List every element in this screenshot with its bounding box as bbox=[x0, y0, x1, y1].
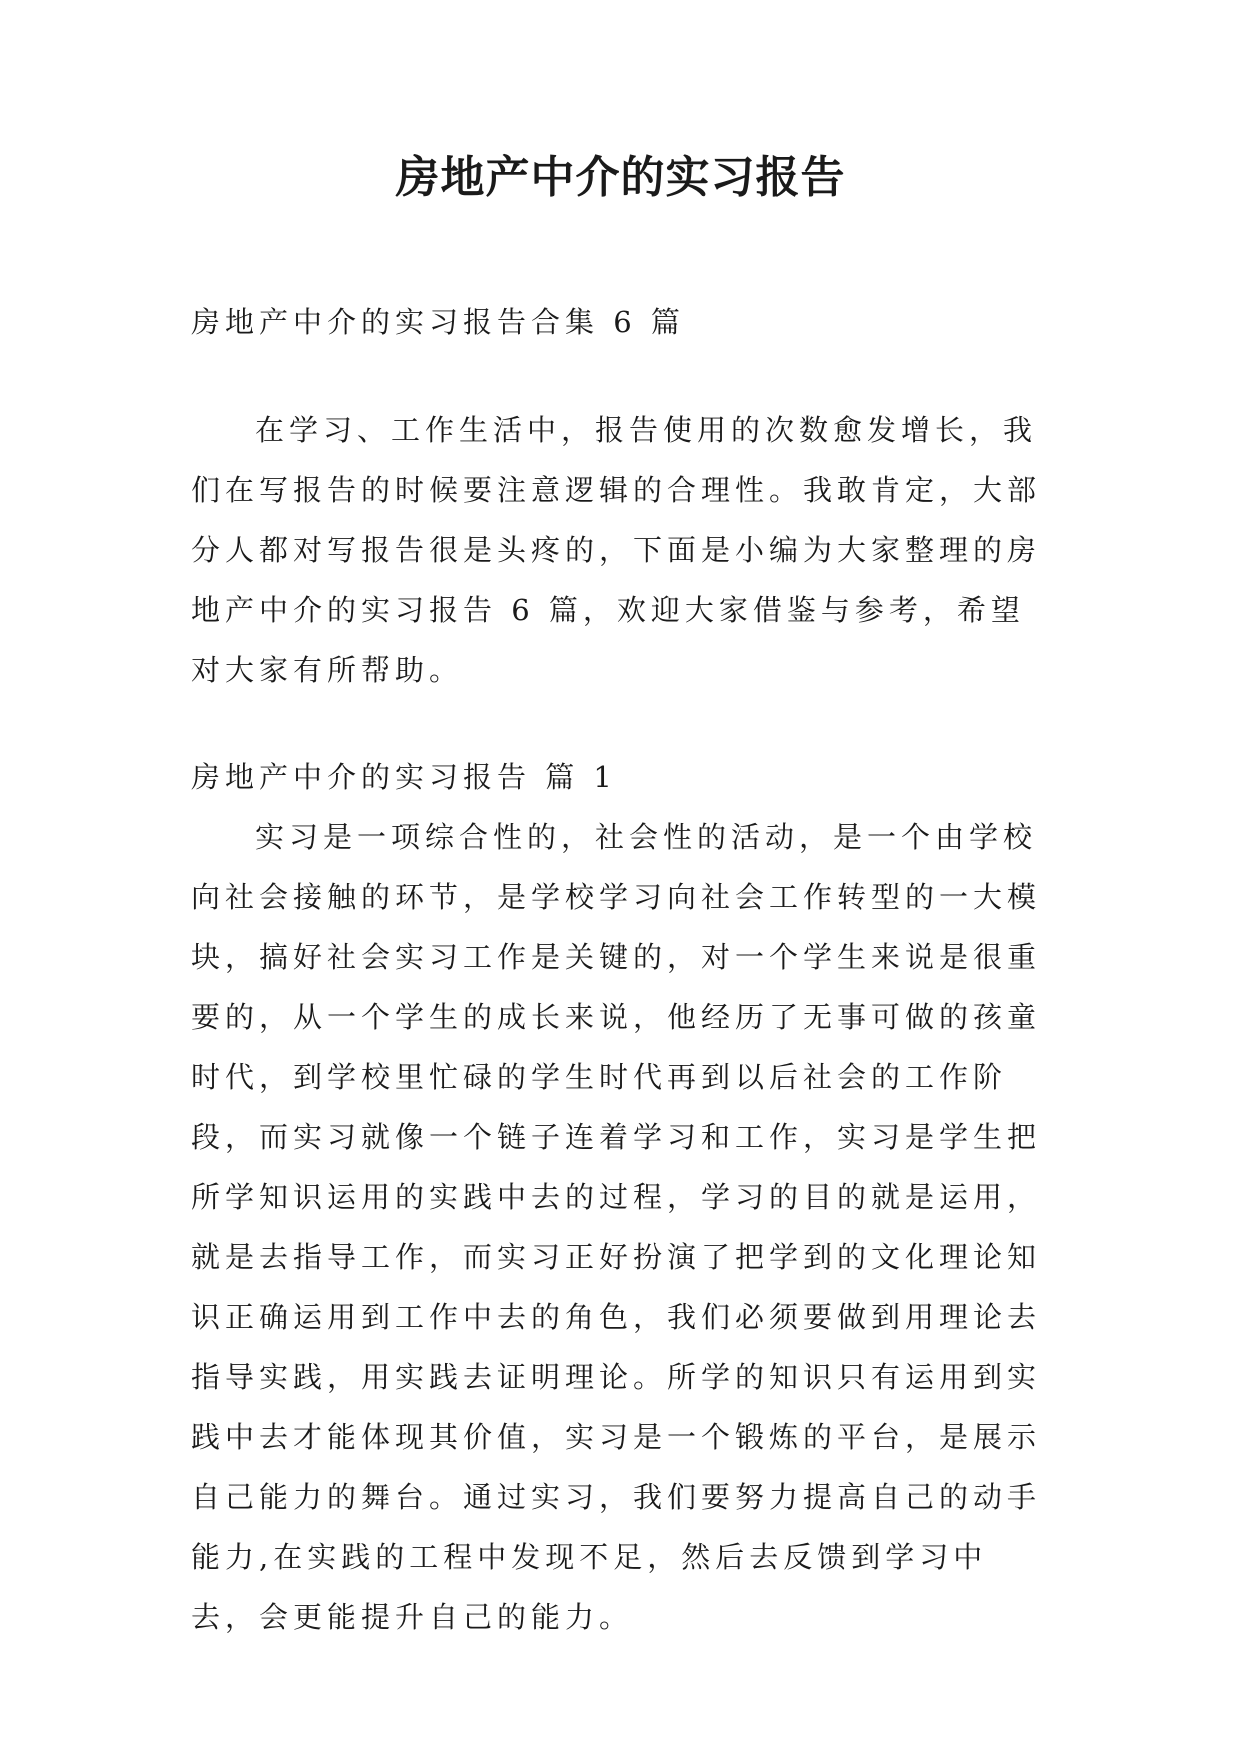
section-1-heading: 房地产中介的实习报告 篇 1 bbox=[191, 760, 617, 794]
document-title: 房地产中介的实习报告 bbox=[395, 152, 846, 203]
section-1-paragraph: 实习是一项综合性的，社会性的活动，是一个由学校向社会接触的环节，是学校学习向社会工作转型的一大模块，搞好社会实习工作是关键的，对一个学生来说是很重要的，从一个学生的成长来说，他经历了无事可做的孩童时代，到学校里忙碌的学生时代再到以后社会的工作阶段，而实习就像一个链子连着学习和工作，实习是学生把所学知识运用的实践中去的过程，学习的目的就是运用，就是去指导工作，而实习正好扮演了把学到的文化理论知识正确运用到工作中去的角色，我们必须要做到用理论去指导实践，用实践去证明理论。所学的知识只有运用到实践中去才能体现其价值，实习是一个锻炼的平台，是展示自己能力的舞台。通过实习，我们要努力提高自己的动手能力,在实践的工程中发现不足，然后去反馈到学习中去，会更能提升自己的能力。 bbox=[191, 820, 1042, 1634]
intro-paragraph: 在学习、工作生活中，报告使用的次数愈发增长，我们在写报告的时候要注意逻辑的合理性。我敢肯定，大部分人都对写报告很是头疼的，下面是小编为大家整理的房地产中介的实习报告 6 篇，欢迎大家借鉴与参考，希望对大家有所帮助。 bbox=[191, 413, 1042, 687]
collection-heading: 房地产中介的实习报告合集 6 篇 bbox=[191, 305, 685, 339]
